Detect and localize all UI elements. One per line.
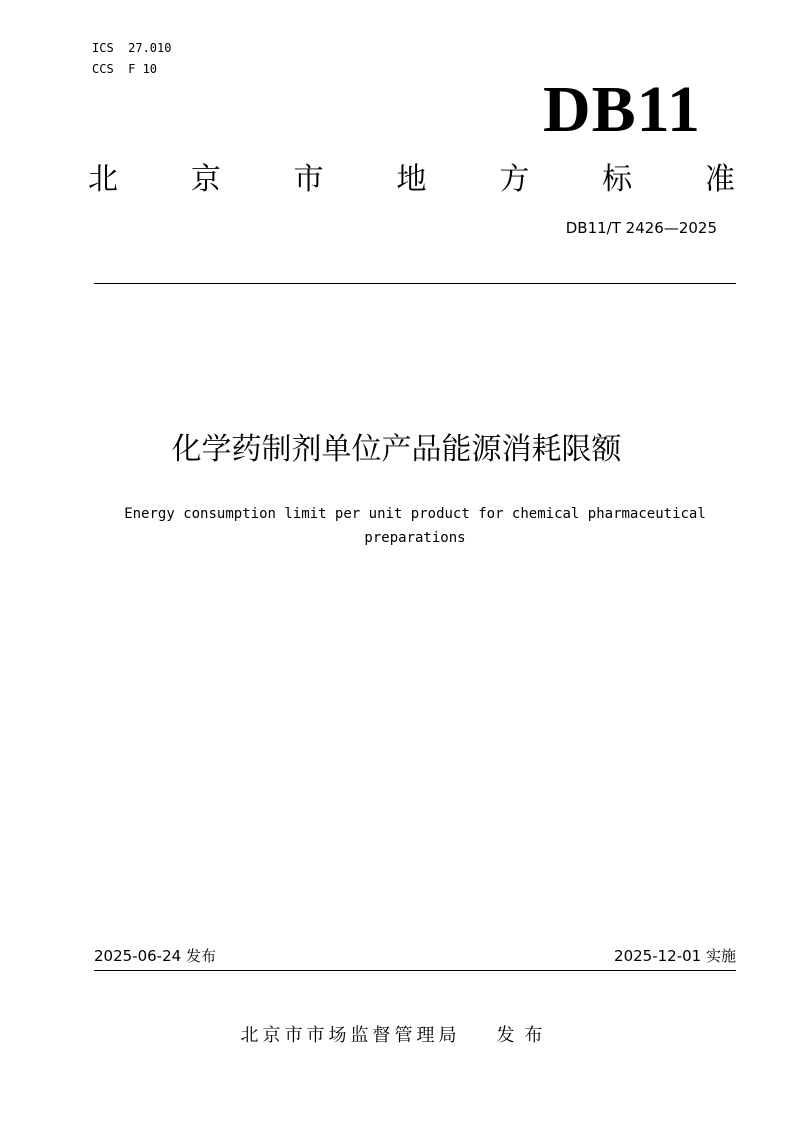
standard-type-char: 方 [499, 162, 530, 197]
ccs-code: CCS F 10 [92, 62, 158, 76]
document-title-chinese: 化学药制剂单位产品能源消耗限额 [171, 432, 622, 467]
standard-type-char: 地 [396, 162, 427, 197]
top-divider [94, 283, 736, 284]
issue-action: 发布 [496, 1025, 553, 1046]
standard-type-char: 京 [190, 162, 221, 197]
ics-code: ICS 27.010 [92, 41, 172, 55]
standard-type-char: 市 [293, 162, 324, 197]
effective-date: 2025-12-01 实施 [614, 947, 736, 965]
standard-type-char: 北 [88, 162, 118, 197]
issuer [0, 1023, 793, 1049]
document-title-english: Energy consumption limit per unit product for chemical pharmaceutical preparations [124, 506, 706, 546]
standard-type-char: 标 [602, 162, 633, 197]
issuing-organization: 北京市市场监督管理局 [240, 1025, 461, 1046]
standard-number: DB11/T 2426—2025 [565, 219, 717, 237]
standard-type [88, 160, 735, 200]
date-row [94, 945, 736, 967]
bottom-divider [94, 970, 736, 971]
publish-date: 2025-06-24 发布 [94, 947, 216, 965]
standard-logo: DB11 [542, 73, 701, 146]
classification-codes [92, 38, 171, 80]
standard-type-char: 准 [704, 162, 735, 197]
